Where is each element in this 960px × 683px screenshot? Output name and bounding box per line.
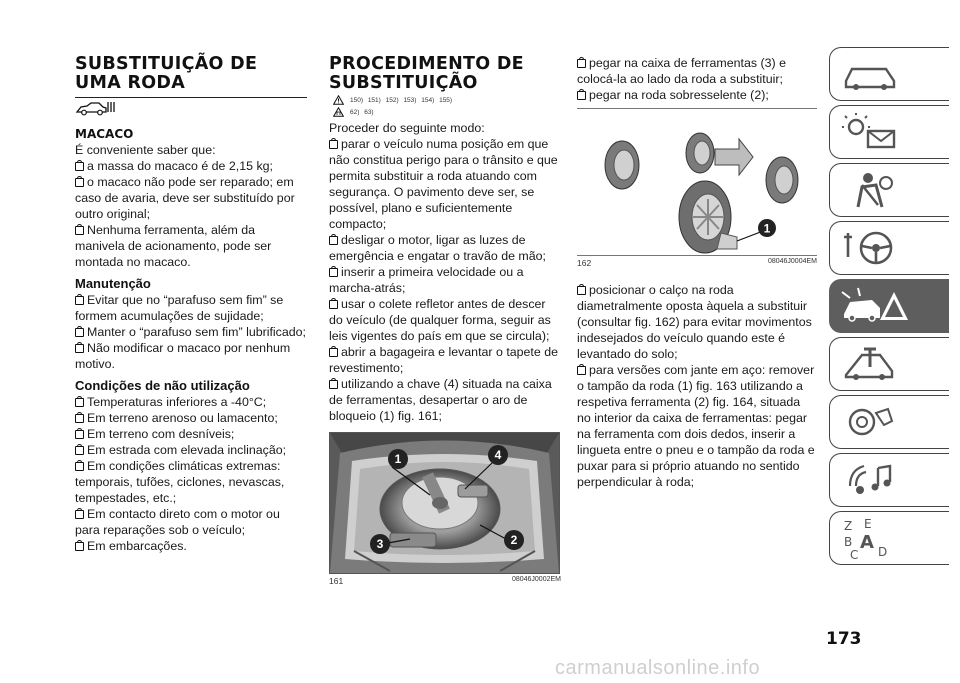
maintenance-wrench-icon [840,345,900,383]
svg-text:C: C [850,548,859,560]
trunk-spare-wheel-illustration [330,433,559,573]
page-number: 173 [826,629,862,649]
bullet-item: parar o veículo numa posição em que não constitua perigo para o trânsito e que permita substituir a roda atuando com segurança. O pavimento deve ser, se possível, plano e suficientemente compacto; [329,137,558,231]
subsection-body [75,142,307,270]
bullet-box-icon [329,236,338,245]
svg-text:Z: Z [844,519,853,533]
bullet-item: utilizando a chave (4) situada na caixa de ferramentas, desapertar o aro de bloqueio (1) fig. 161; [329,377,552,423]
front-right-wheel [766,157,798,203]
section-title-wheel-change: SUBSTITUIÇÃO DE UMA RODA [75,54,258,93]
bullet-item: Em terreno arenoso ou lamacento; [75,410,307,426]
figure-code: 08046J0004EM [767,258,817,265]
tab-multimedia[interactable] [829,453,949,507]
chocked-wheel [679,181,737,253]
figure-callout-1: 1 [388,449,408,469]
bullet-box-icon [75,542,84,551]
bullet-item: a massa do macaco é de 2,15 kg; [75,158,307,174]
bullet-item: usar o colete refletor antes de descer do veículo (de qualquer forma, seguir as leis vigentes do país em que se circula); [329,297,551,343]
section-title-procedure: PROCEDIMENTO DE SUBSTITUIÇÃO [329,54,524,93]
column-2 [329,55,561,586]
bullet-box-icon [577,286,586,295]
bullet-item: desligar o motor, ligar as luzes de emergência e engatar o travão de mão; [329,233,546,263]
svg-text:E: E [864,517,872,531]
bullet-item: Nenhuma ferramenta, além da manivela de acionamento, pode ser montada no macaco. [75,223,272,269]
seatbelt-airbag-icon [840,171,900,209]
bullet-box-icon [75,430,84,439]
car-dashboard-icon [840,57,900,91]
technical-data-icon [840,403,900,441]
svg-text:D: D [878,545,888,559]
bullet-item: Em terreno com desníveis; [75,426,307,442]
figure-161 [329,432,560,574]
warning-refs [333,95,561,105]
title-rule [75,97,307,98]
steering-wheel-key-icon [840,229,900,267]
bullet-box-icon [75,398,84,407]
emergency-car-triangle-icon [840,286,910,326]
subsection-heading: Condições de não utilização [75,378,250,393]
bullet-box-icon [329,348,338,357]
bullet-item: Em condições climáticas extremas: temporais, tufões, ciclones, nevascas, tempestades, etc.; [75,459,285,505]
bullet-box-icon [577,59,586,68]
bullet-item: inserir a primeira velocidade ou a marcha-atrás; [329,265,524,295]
bullet-item: pegar na roda sobresselente (2); [577,87,817,103]
bullet-item: abrir a bagageira e levantar o tapete de revestimento; [329,345,558,375]
bullet-box-icon [329,380,338,389]
tab-emergency[interactable] [829,279,949,333]
bullet-item: o macaco não pode ser reparado; em caso de avaria, deve ser substituído por outro original; [75,175,295,221]
svg-text:A: A [860,532,874,553]
bullet-item: Em estrada com elevada inclinação; [75,442,307,458]
column-2-body [329,136,561,424]
bullet-item: posicionar o calço na roda diametralmente oposta àquela a substituir (consultar fig. 162) para evitar movimentos indesejados do veículo quando este é levantado do solo; [577,283,812,361]
text-line: É conveniente saber que: [75,143,216,157]
bullet-item: Não modificar o macaco por nenhum motivo. [75,341,291,371]
figure-callout-3: 3 [370,534,390,554]
figure-number: 162 [577,258,592,268]
watermark: carmanualsonline.info [555,657,761,679]
bullet-item: Em embarcações. [75,538,307,554]
column-3-body [577,282,817,490]
tab-index[interactable] [829,511,949,565]
warning-triangle-icon [333,95,344,105]
caption-rule [577,255,817,256]
figure-162 [577,115,813,255]
column-3 [577,55,817,490]
procedure-intro: Proceder do seguinte modo: [329,121,485,135]
rear-left-wheel [605,141,639,189]
svg-text:B: B [844,535,853,549]
caution-ref-numbers: 62) 63) [350,108,374,116]
bullet-box-icon [75,414,84,423]
caution-refs [333,107,561,117]
car-wheel-warning-icon [75,100,307,121]
tab-warning-lights[interactable] [829,105,949,159]
tab-technical-data[interactable] [829,395,949,449]
bullet-item: para versões com jante em aço: remover o tampão da roda (1) fig. 163 utilizando a respetiva ferramenta (2) fig. 164, situada no interior da caixa de ferramentas: pegar na ferramenta com dois dedos, inserir a lingueta entre o pneu e o tampão da roda e puxar para si próprio atuando no sentido perpendicular à roda; [577,363,815,489]
column-1-body [75,127,307,554]
bullet-box-icon [577,366,586,375]
tab-safety[interactable] [829,163,949,217]
bullet-item: Manter o “parafuso sem fim” lubrificado; [75,324,307,340]
figure-162-caption [577,258,817,268]
bullet-box-icon [75,446,84,455]
bullet-box-icon [75,510,84,519]
bullet-item: pegar na caixa de ferramentas (3) e colocá-la ao lado da roda a substituir; [577,56,786,86]
bullet-box-icon [75,328,84,337]
bullet-item: Evitar que no “parafuso sem fim” se formem acumulações de sujidade; [75,293,284,323]
subsection-body [75,292,307,372]
bullet-box-icon [75,296,84,305]
bullet-box-icon [75,344,84,353]
tab-dashboard[interactable] [829,47,949,101]
warning-ref-numbers: 150) 151) 152) 153) 154) 155) [350,96,453,104]
bullet-box-icon [329,300,338,309]
chapter-tabs [829,47,960,569]
svg-text:1: 1 [763,221,771,236]
bullet-box-icon [75,462,84,471]
bullet-item: Em contacto direto com o motor ou para reparações sob o veículo; [75,507,280,537]
tab-starting-driving[interactable] [829,221,949,275]
warning-lights-message-icon [840,113,900,151]
figure-code: 08046J0002EM [511,576,561,583]
column-3-top [577,55,817,103]
rear-right-wheel [686,133,714,173]
wheel-chock-illustration [577,115,813,255]
figure-callout-2: 2 [504,530,524,550]
bullet-box-icon [75,178,84,187]
figure-161-caption [329,576,561,586]
subsection-heading: MACACO [75,127,134,141]
column-1 [75,55,307,554]
subsection-body [75,394,307,554]
tab-maintenance[interactable] [829,337,949,391]
bullet-box-icon [75,162,84,171]
bullet-box-icon [329,140,338,149]
bullet-box-icon [75,226,84,235]
figure-callout-4: 4 [488,445,508,465]
bullet-box-icon [329,268,338,277]
multimedia-icon [840,460,900,500]
bullet-item: Temperaturas inferiores a -40°C; [75,394,307,410]
figure-number: 161 [329,576,344,586]
figure-separator [577,108,817,109]
caution-hand-icon [333,107,344,117]
subsection-heading: Manutenção [75,276,151,291]
alphabetical-index-icon [840,516,910,560]
bullet-box-icon [577,91,586,100]
